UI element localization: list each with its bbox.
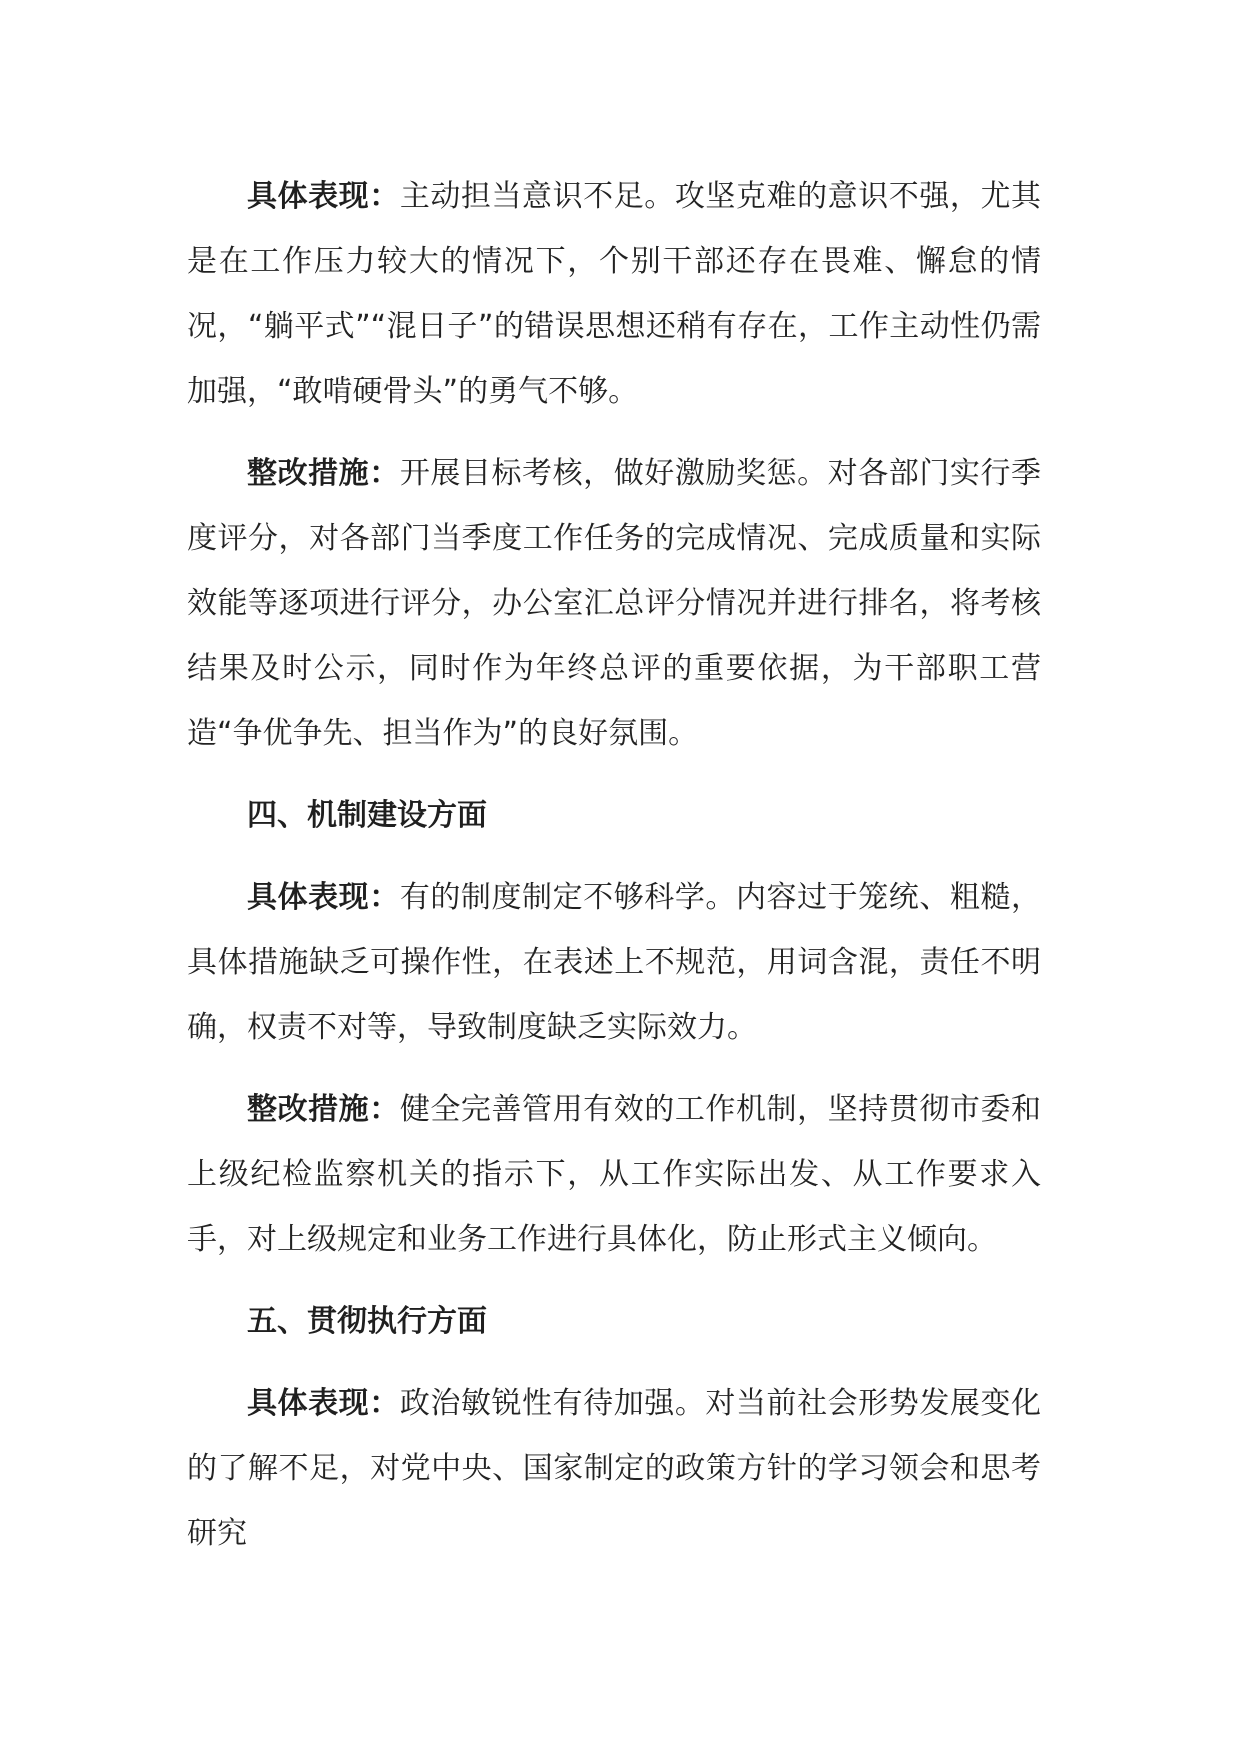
paragraph-label: 具体表现： bbox=[247, 880, 400, 915]
paragraph-label: 具体表现： bbox=[247, 179, 400, 214]
paragraph-measures-1 bbox=[187, 441, 1041, 766]
paragraph-text: 有的制度制定不够科学。内容过于笼统、粗糙，具体措施缺乏可操作性，在表述上不规范，用词含混，责任不明确，权责不对等，导致制度缺乏实际效力。 bbox=[187, 880, 1042, 1045]
paragraph-text: 开展目标考核，做好激励奖惩。对各部门实行季度评分，对各部门当季度工作任务的完成情况、完成质量和实际效能等逐项进行评分，办公室汇总评分情况并进行排名，将考核结果及时公示，同时作为年终总评的重要依据，为干部职工营造“争优争先、担当作为”的良好氛围。 bbox=[187, 456, 1042, 751]
section-heading-4: 四、机制建设方面 bbox=[247, 798, 487, 833]
paragraph-label: 整改措施： bbox=[247, 456, 400, 491]
paragraph-performance-2 bbox=[187, 865, 1041, 1060]
paragraph-text: 健全完善管用有效的工作机制，坚持贯彻市委和上级纪检监察机关的指示下，从工作实际出发、从工作要求入手，对上级规定和业务工作进行具体化，防止形式主义倾向。 bbox=[187, 1092, 1042, 1257]
document-body bbox=[187, 164, 1041, 1583]
paragraph-label: 具体表现： bbox=[247, 1386, 400, 1421]
paragraph-text: 政治敏锐性有待加强。对当前社会形势发展变化的了解不足，对党中央、国家制定的政策方针的学习领会和思考研究 bbox=[187, 1386, 1042, 1551]
paragraph-performance-1 bbox=[187, 164, 1041, 424]
paragraph-text: 主动担当意识不足。攻坚克难的意识不强，尤其是在工作压力较大的情况下，个别干部还存在畏难、懈怠的情况，“躺平式”“混日子”的错误思想还稍有存在，工作主动性仍需加强，“敢啃硬骨头”的勇气不够。 bbox=[187, 179, 1042, 409]
paragraph-performance-3 bbox=[187, 1371, 1041, 1566]
paragraph-label: 整改措施： bbox=[247, 1092, 400, 1127]
section-heading-5: 五、贯彻执行方面 bbox=[247, 1304, 487, 1339]
paragraph-measures-2 bbox=[187, 1077, 1041, 1272]
